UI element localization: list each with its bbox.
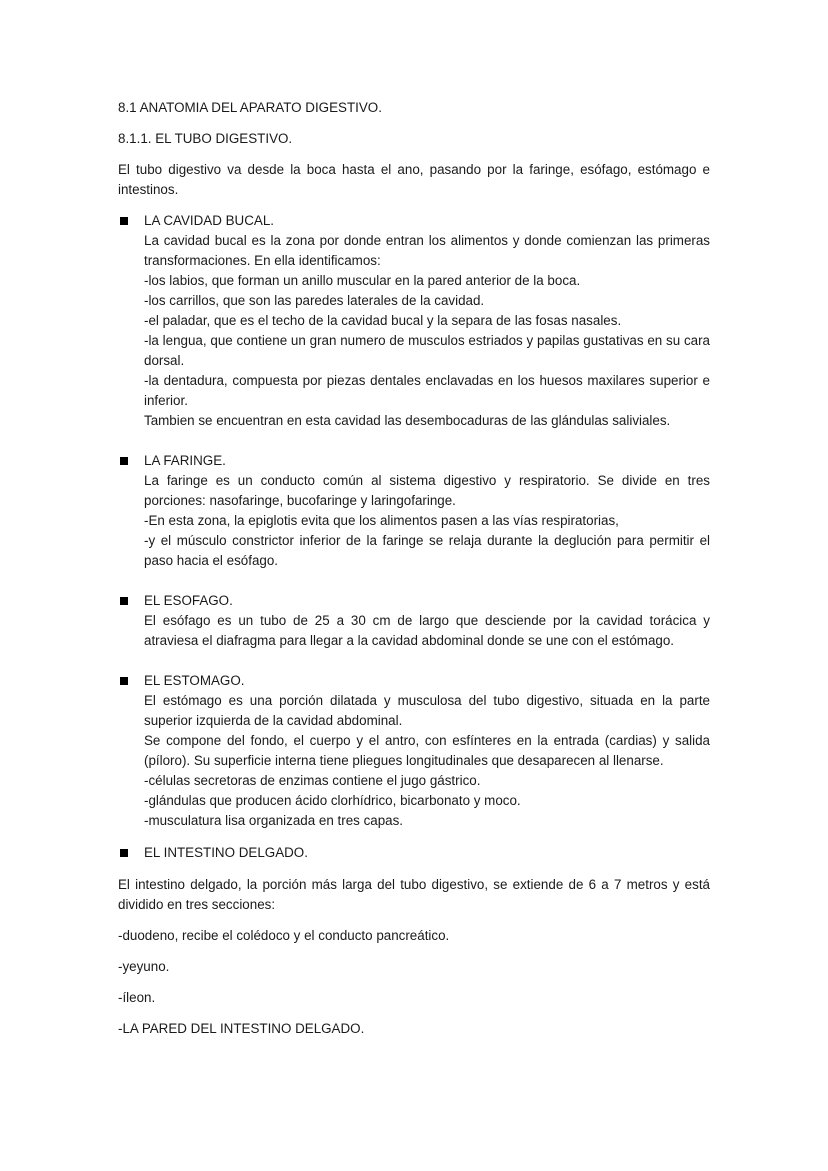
section-line: -glándulas que producen ácido clorhídrico, bicarbonato y moco. [144,793,521,808]
section-line: -los labios, que forman un anillo muscular en la pared anterior de la boca. [144,273,581,288]
section-line: La cavidad bucal es la zona por donde entran los alimentos y donde comienzan las primeras transformaciones. En ella identificamos: [144,233,710,268]
intro-paragraph: El tubo digestivo va desde la boca hasta el ano, pasando por la faringe, esófago, estómago e intestinos. [118,162,710,197]
intestine-intro: El intestino delgado, la porción más larga del tubo digestivo, se extiende de 6 a 7 metros y está dividido en tres secciones: [118,877,710,912]
intestine-item: -duodeno, recibe el colédoco y el conducto pancreático. [118,928,450,943]
section-line: -células secretoras de enzimas contiene el jugo gástrico. [144,773,481,788]
section-line: -el paladar, que es el techo de la cavidad bucal y la separa de las fosas nasales. [144,313,622,328]
section-line: Tambien se encuentran en esta cavidad las desembocaduras de las glándulas saliviales. [144,413,671,428]
section-estomago [118,671,710,831]
section-line: El estómago es una porción dilatada y musculosa del tubo digestivo, situada en la parte superior izquierda de la cavidad abdominal. [144,693,710,728]
section-title: LA CAVIDAD BUCAL. [144,213,274,228]
section-line: -En esta zona, la epiglotis evita que los alimentos pasen a las vías respiratorias, [144,513,619,528]
bullet-square-icon [120,457,128,465]
document-content [118,98,710,1050]
section-line: -la dentadura, compuesta por piezas dentales enclavadas en los huesos maxilares superior e inferior. [144,373,710,408]
bullet-square-icon [120,677,128,685]
bullet-square-icon [120,597,128,605]
section-title: EL INTESTINO DELGADO. [144,845,308,860]
section-line: -los carrillos, que son las paredes laterales de la cavidad. [144,293,485,308]
main-heading: 8.1 ANATOMIA DEL APARATO DIGESTIVO. [118,100,382,115]
section-line: -musculatura lisa organizada en tres capas. [144,813,404,828]
section-cavidad-bucal [118,211,710,431]
section-line: La faringe es un conducto común al sistema digestivo y respiratorio. Se divide en tres porciones: nasofaringe, bucofaringe y laringofaringe. [144,473,710,508]
section-title: LA FARINGE. [144,453,226,468]
section-title: EL ESTOMAGO. [144,673,245,688]
intestine-item: -íleon. [118,990,156,1005]
section-line: -la lengua, que contiene un gran numero de musculos estriados y papilas gustativas en su cara dorsal. [144,333,710,368]
section-intestino-delgado [118,843,710,863]
section-faringe [118,451,710,571]
bullet-square-icon [120,849,128,857]
section-esofago [118,591,710,651]
section-line: Se compone del fondo, el cuerpo y el antro, con esfínteres en la entrada (cardias) y salida (píloro). Su superficie interna tiene pliegues longitudinales que desaparecen al llenarse. [144,733,710,768]
bullet-square-icon [120,217,128,225]
intestine-item: -yeyuno. [118,959,170,974]
section-line: -y el músculo constrictor inferior de la faringe se relaja durante la deglución para permitir el paso hacia el esófago. [144,533,710,568]
intestine-item: -LA PARED DEL INTESTINO DELGADO. [118,1021,365,1036]
section-line: El esófago es un tubo de 25 a 30 cm de largo que desciende por la cavidad torácica y atraviesa el diafragma para llegar a la cavidad abdominal donde se une con el estómago. [144,613,710,648]
sub-heading: 8.1.1. EL TUBO DIGESTIVO. [118,131,293,146]
section-title: EL ESOFAGO. [144,593,233,608]
